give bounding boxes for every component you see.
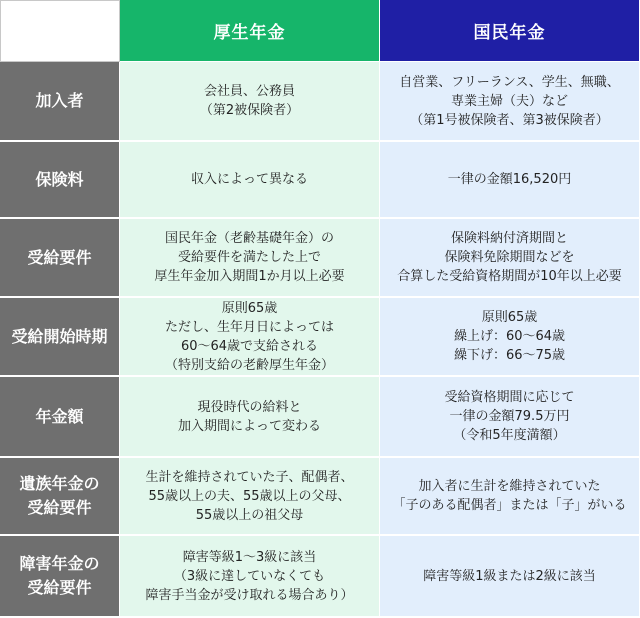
kokumin-nenkingaku xyxy=(380,377,640,458)
header-kosei-nenkin: 厚生年金 xyxy=(120,0,380,62)
cell-line: 原則65歳 xyxy=(481,310,538,325)
row-label-line: 加入者 xyxy=(35,91,84,110)
cell-line: （第2被保険者） xyxy=(199,103,300,118)
cell-line: ただし、生年月日によっては xyxy=(164,319,334,335)
cell-line: 「子のある配偶者」または「子」がいる xyxy=(392,498,627,513)
cell-line: 保険料免除期間などを xyxy=(444,250,575,265)
kosei-shogai-nenkin xyxy=(120,536,380,618)
row-label-shogai-nenkin xyxy=(0,536,120,618)
kokumin-shogai-nenkin xyxy=(380,536,640,618)
cell-line: 収入によって異なる xyxy=(190,172,308,187)
row-label-jukyu-yoken xyxy=(0,219,120,298)
kosei-izoku-nenkin xyxy=(120,458,380,536)
cell-line: 自営業、フリーランス、学生、無職、 xyxy=(399,74,620,90)
row-label-nenkingaku xyxy=(0,377,120,458)
cell-line: （特別支給の老齢厚生年金） xyxy=(164,357,334,373)
row-label-line: 受給開始時期 xyxy=(11,326,108,346)
corner-cell xyxy=(0,0,120,62)
row-label-line: 障害年金の xyxy=(19,554,100,573)
cell-line: 繰上げ：60〜64歳 xyxy=(453,329,566,344)
kosei-kanyusha xyxy=(120,62,380,142)
kokumin-hokenryo xyxy=(380,142,640,219)
cell-line: 保険料納付済期間と xyxy=(450,231,568,246)
cell-line: 専業主婦（夫）など xyxy=(450,93,568,109)
cell-line: 生計を維持されていた子、配偶者、 xyxy=(145,469,354,485)
cell-line: 一律の金額79.5万円 xyxy=(449,409,570,424)
row-label-jukyu-kaishi xyxy=(0,298,120,377)
kokumin-kanyusha xyxy=(380,62,640,142)
cell-line: 会社員、公務員 xyxy=(203,84,295,99)
cell-line: 合算した受給資格期間が10年以上必要 xyxy=(397,269,622,284)
cell-line: 原則65歳 xyxy=(221,300,278,316)
cell-line: 厚生年金加入期間1か月以上必要 xyxy=(154,269,345,284)
cell-line: 障害等級1級または2級に該当 xyxy=(423,568,596,584)
cell-line: 受給資格期間に応じて xyxy=(444,390,575,405)
cell-line: 受給要件を満たした上で xyxy=(177,250,321,265)
row-label-line: 受給要件 xyxy=(27,578,92,597)
row-label-hokenryo xyxy=(0,142,120,219)
cell-line: 60〜64歳で支給される xyxy=(180,338,319,354)
cell-line: 55歳以上の夫、55歳以上の父母、 xyxy=(148,488,351,504)
cell-line: 現役時代の給料と xyxy=(197,399,302,415)
row-label-line: 受給要件 xyxy=(27,498,92,517)
cell-line: 障害等級1〜3級に該当 xyxy=(182,549,317,565)
cell-line: （3級に達していなくても xyxy=(173,568,326,584)
kosei-hokenryo xyxy=(120,142,380,219)
row-label-izoku-nenkin xyxy=(0,458,120,536)
row-label-kanyusha xyxy=(0,62,120,142)
kosei-jukyu-yoken xyxy=(120,219,380,298)
row-label-line: 遺族年金の xyxy=(19,474,100,493)
header-kokumin-nenkin: 国民年金 xyxy=(380,0,640,62)
cell-line: 加入者に生計を維持されていた xyxy=(418,479,601,494)
kosei-nenkingaku xyxy=(120,377,380,458)
kosei-jukyu-kaishi xyxy=(120,298,380,377)
cell-line: 一律の金額16,520円 xyxy=(447,172,572,187)
cell-line: 55歳以上の祖父母 xyxy=(195,507,304,523)
row-label-line: 年金額 xyxy=(35,406,84,426)
kokumin-jukyu-yoken xyxy=(380,219,640,298)
cell-line: 繰下げ：66〜75歳 xyxy=(453,348,566,363)
cell-line: 加入期間によって変わる xyxy=(177,418,321,434)
row-label-line: 受給要件 xyxy=(27,247,92,267)
kokumin-jukyu-kaishi xyxy=(380,298,640,377)
cell-line: （令和5年度満額） xyxy=(453,428,566,443)
cell-line: 障害手当金が受け取れる場合あり） xyxy=(145,587,354,603)
cell-line: （第1号被保険者、第3被保険者） xyxy=(410,112,609,128)
cell-line: 国民年金（老齢基礎年金）の xyxy=(164,231,334,246)
kokumin-izoku-nenkin xyxy=(380,458,640,536)
row-label-line: 保険料 xyxy=(35,169,84,189)
